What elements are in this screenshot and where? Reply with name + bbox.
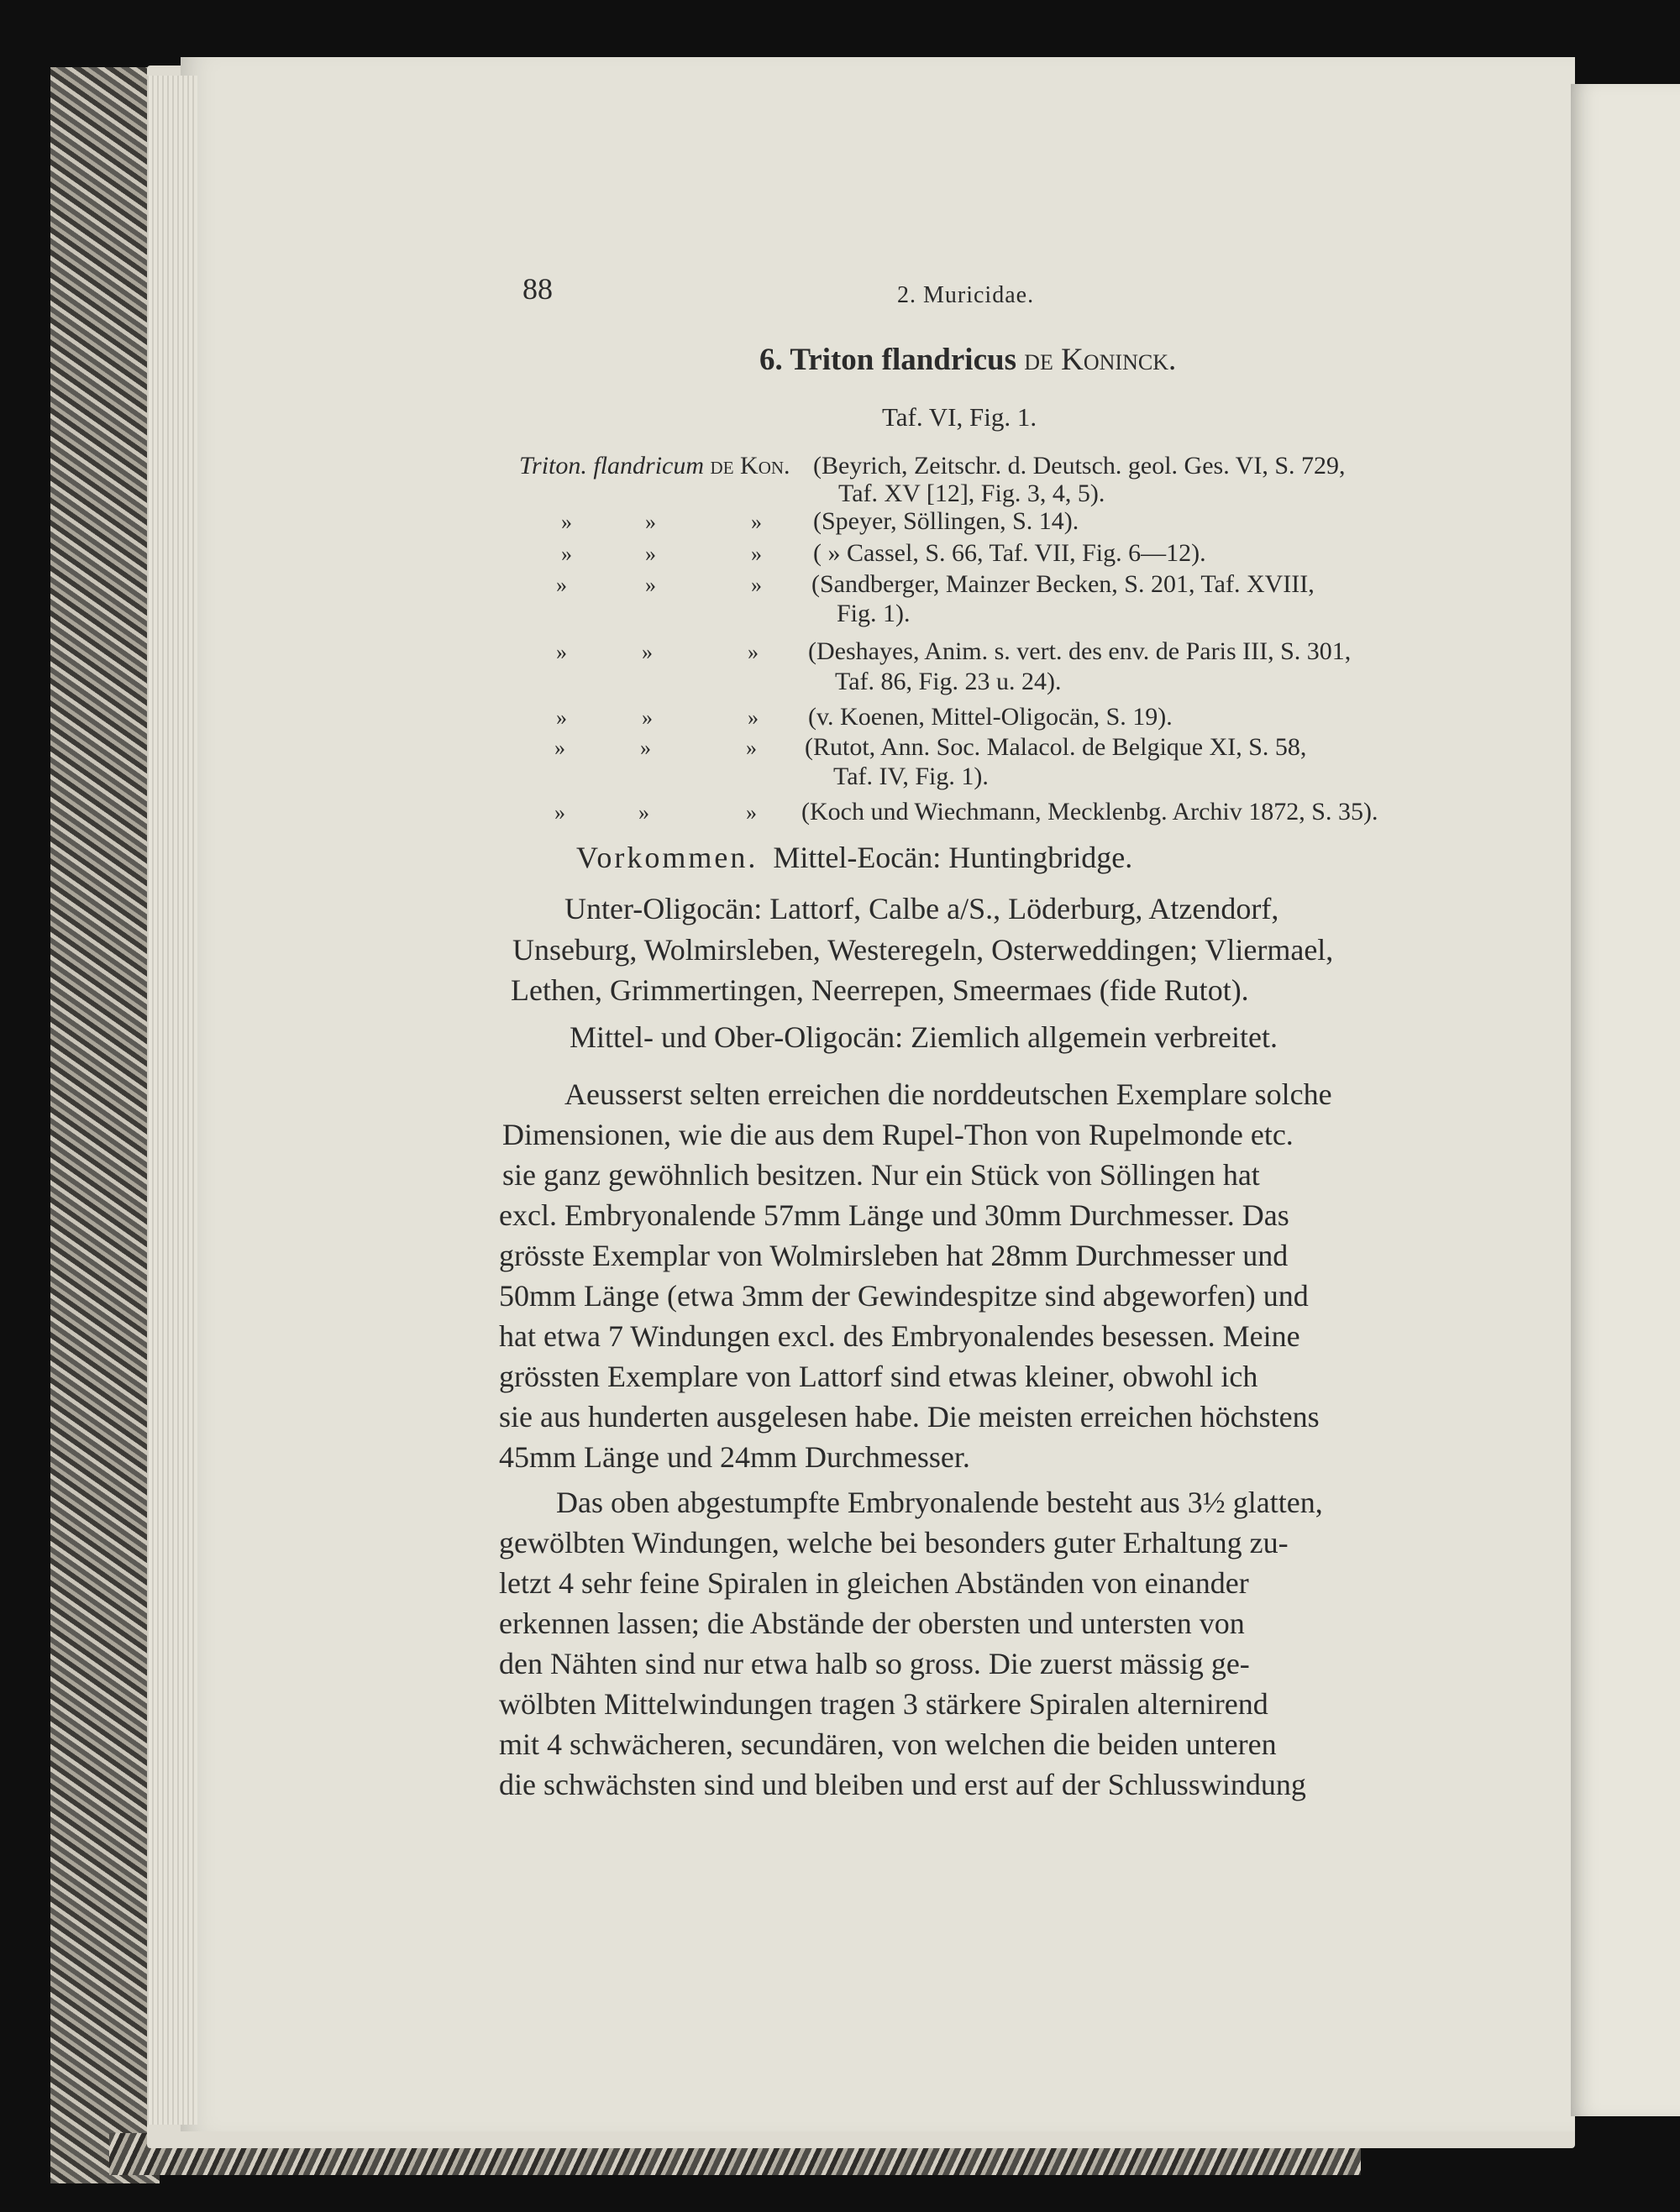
occurrence-line: Lethen, Grimmertingen, Neerrepen, Smeermaes (fide Rutot). — [511, 973, 1249, 1007]
ditto-mark: » — [556, 640, 567, 664]
facing-page-edge — [1571, 84, 1680, 2116]
body-line: Aeusserst selten erreichen die norddeutschen Exemplare solche — [564, 1077, 1332, 1111]
synonymy-line: (Beyrich, Zeitschr. d. Deutsch. geol. Ges. VI, S. 729, — [813, 452, 1346, 480]
body-line: sie ganz gewöhnlich besitzen. Nur ein Stück von Söllingen hat — [502, 1158, 1260, 1192]
body-line: 50mm Länge (etwa 3mm der Gewindespitze sind abgeworfen) und — [499, 1279, 1309, 1313]
ditto-mark: » — [556, 705, 567, 730]
species-author: de Koninck. — [1024, 343, 1177, 377]
body-line: sie aus hunderten ausgelesen habe. Die meisten erreichen höchstens — [499, 1400, 1320, 1434]
synonymy-line: (Deshayes, Anim. s. vert. des env. de Paris III, S. 301, — [808, 637, 1352, 665]
ditto-mark: » — [748, 640, 759, 664]
ditto-mark: » — [642, 640, 653, 664]
body-line: grössten Exemplare von Lattorf sind etwas kleiner, obwohl ich — [499, 1360, 1258, 1393]
page-edges — [147, 76, 197, 2125]
occurrence-heading: Vorkommen. Mittel-Eocän: Huntingbridge. — [576, 841, 1133, 874]
synonymy-line: Fig. 1). — [837, 600, 911, 627]
body-line: excl. Embryonalende 57mm Länge und 30mm Durchmesser. Das — [499, 1198, 1289, 1232]
body-line: erkennen lassen; die Abstände der obersten und untersten von — [499, 1607, 1245, 1640]
body-line: Dimensionen, wie die aus dem Rupel-Thon von Rupelmonde etc. — [502, 1118, 1294, 1151]
body-line: letzt 4 sehr feine Spiralen in gleichen Abständen von einander — [499, 1566, 1249, 1600]
species-title — [759, 342, 1176, 379]
body-line: grösste Exemplar von Wolmirsleben hat 28mm Durchmesser und — [499, 1239, 1289, 1272]
ditto-mark: » — [748, 705, 759, 730]
running-head: 2. Muricidae. — [897, 282, 1035, 308]
ditto-mark: » — [645, 510, 656, 534]
ditto-mark: » — [751, 573, 762, 597]
synonymy-line: (Sandberger, Mainzer Becken, S. 201, Taf. XVIII, — [811, 570, 1315, 598]
occurrence-line: Mittel- und Ober-Oligocän: Ziemlich allgemein verbreitet. — [570, 1020, 1278, 1054]
ditto-mark: » — [554, 800, 565, 825]
synonymy-line: (Koch und Wiechmann, Mecklenbg. Archiv 1872, S. 35). — [801, 798, 1378, 826]
synonymy-line: (v. Koenen, Mittel-Oligocän, S. 19). — [808, 703, 1173, 731]
synonymy-line: Taf. XV [12], Fig. 3, 4, 5). — [838, 480, 1105, 507]
body-line: die schwächsten sind und bleiben und erst auf der Schlusswindung — [499, 1768, 1306, 1801]
species-name: Triton flandricus — [790, 343, 1016, 377]
ditto-mark: » — [751, 510, 762, 534]
ditto-mark: » — [554, 736, 565, 760]
body-line: hat etwa 7 Windungen excl. des Embryonalendes besessen. Meine — [499, 1319, 1300, 1353]
body-line: wölbten Mittelwindungen tragen 3 stärkere Spiralen alternirend — [499, 1687, 1268, 1721]
body-line: den Nähten sind nur etwa halb so gross. Die zuerst mässig ge- — [499, 1647, 1250, 1680]
ditto-mark: » — [561, 542, 572, 566]
synonymy-line: (Rutot, Ann. Soc. Malacol. de Belgique XI, S. 58, — [805, 733, 1307, 761]
occurrence-line: Unter-Oligocän: Lattorf, Calbe a/S., Löderburg, Atzendorf, — [564, 892, 1279, 925]
ditto-mark: » — [746, 800, 757, 825]
ditto-mark: » — [556, 573, 567, 597]
book-cover-marbled-edge — [50, 67, 160, 2183]
synonymy-line: Taf. IV, Fig. 1). — [833, 763, 989, 790]
occurrence-line: Unseburg, Wolmirsleben, Westeregeln, Osterweddingen; Vliermael, — [512, 933, 1334, 967]
body-line: Das oben abgestumpfte Embryonalende besteht aus 3½ glatten, — [556, 1486, 1323, 1519]
body-line: 45mm Länge und 24mm Durchmesser. — [499, 1440, 970, 1474]
body-line: gewölbten Windungen, welche bei besonders guter Erhaltung zu- — [499, 1526, 1289, 1559]
ditto-mark: » — [638, 800, 649, 825]
ditto-mark: » — [645, 542, 656, 566]
synonymy-line: ( » Cassel, S. 66, Taf. VII, Fig. 6—12). — [813, 539, 1206, 567]
synonymy-line: Taf. 86, Fig. 23 u. 24). — [835, 668, 1062, 695]
ditto-mark: » — [751, 542, 762, 566]
page-number: 88 — [522, 272, 553, 306]
ditto-mark: » — [746, 736, 757, 760]
synonymy-line: (Speyer, Söllingen, S. 14). — [813, 507, 1079, 535]
ditto-mark: » — [645, 573, 656, 597]
plate-reference: Taf. VI, Fig. 1. — [882, 402, 1037, 432]
body-line: mit 4 schwächeren, secundären, von welchen die beiden unteren — [499, 1727, 1277, 1761]
synonym-first-name: Triton. flandricum de Kon. — [519, 452, 790, 480]
ditto-mark: » — [561, 510, 572, 534]
species-number: 6. — [759, 343, 783, 377]
ditto-mark: » — [640, 736, 651, 760]
ditto-mark: » — [642, 705, 653, 730]
